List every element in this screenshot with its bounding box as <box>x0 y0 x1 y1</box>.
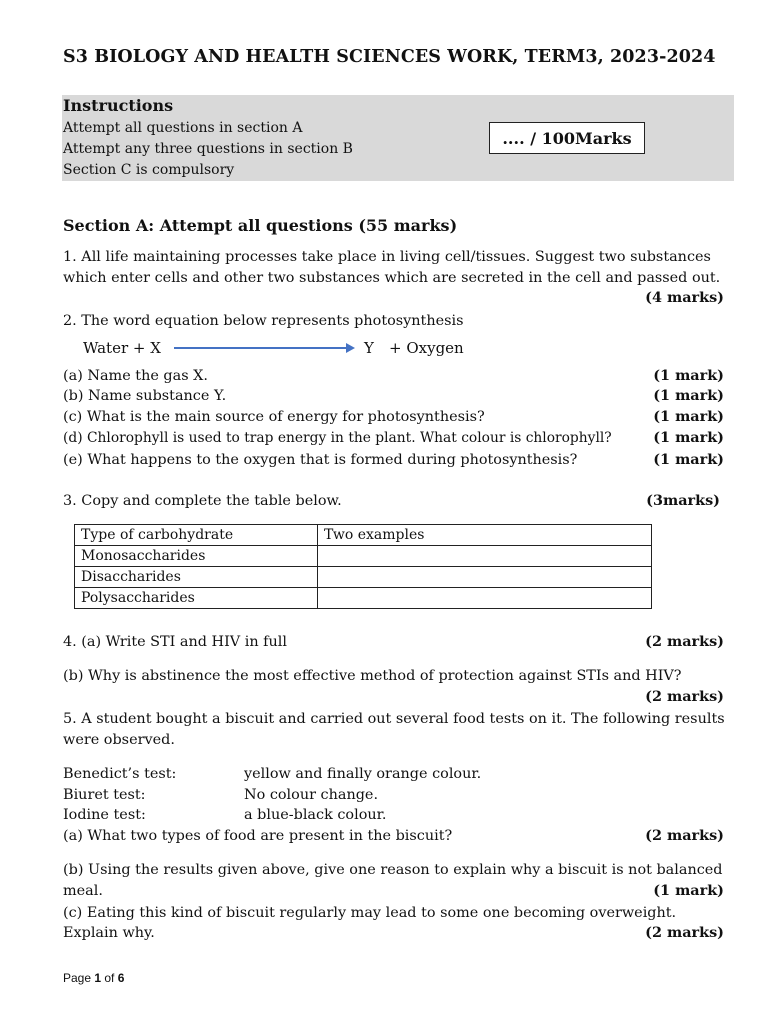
test-result: yellow and finally orange colour. <box>244 766 482 782</box>
document-title: S3 BIOLOGY AND HEALTH SCIENCES WORK, TERM3, 2023-2024 <box>63 47 716 67</box>
question-5a-marks: (2 marks) <box>645 827 724 844</box>
table-cell: Polysaccharides <box>75 588 318 609</box>
section-a-heading: Section A: Attempt all questions (55 marks) <box>63 216 458 235</box>
test-name: Iodine test: <box>63 807 146 823</box>
total-marks-box: .... / 100Marks <box>489 122 645 154</box>
question-5a: (a) What two types of food are present in the biscuit? <box>63 828 453 844</box>
question-2e: (e) What happens to the oxygen that is formed during photosynthesis? <box>63 452 578 468</box>
table-cell: Disaccharides <box>75 567 318 588</box>
question-5c-line: (c) Eating this kind of biscuit regularly may lead to some one becoming overweight. <box>63 905 677 921</box>
table-cell <box>318 567 652 588</box>
question-1-line: which enter cells and other two substances which are secreted in the cell and passed out. <box>63 270 721 286</box>
equation-arrow-icon <box>172 341 356 355</box>
page-footer <box>63 971 124 985</box>
table-cell <box>318 588 652 609</box>
question-5b-line: (b) Using the results given above, give one reason to explain why a biscuit is not balanced <box>63 862 723 878</box>
question-2b: (b) Name substance Y. <box>63 388 227 404</box>
question-2a-marks: (1 mark) <box>653 367 724 384</box>
question-4a-marks: (2 marks) <box>645 633 724 650</box>
question-2-intro: 2. The word equation below represents photosynthesis <box>63 313 464 329</box>
instruction-line: Section C is compulsory <box>63 162 235 178</box>
table-row <box>75 567 652 588</box>
test-name: Biuret test: <box>63 787 146 803</box>
question-1-marks: (4 marks) <box>645 289 724 306</box>
equation-product-oxygen: + Oxygen <box>389 339 464 357</box>
question-3-marks: (3marks) <box>646 492 720 509</box>
table-row <box>75 588 652 609</box>
instruction-line: Attempt all questions in section A <box>63 120 303 136</box>
equation-product-y: Y <box>364 339 374 357</box>
question-5c-line: Explain why. <box>63 925 155 941</box>
question-2d: (d) Chlorophyll is used to trap energy in the plant. What colour is chlorophyll? <box>63 430 612 446</box>
footer-prefix: Page <box>63 971 95 985</box>
table-cell: Monosaccharides <box>75 546 318 567</box>
test-result: No colour change. <box>244 787 379 803</box>
question-2c-marks: (1 mark) <box>653 408 724 425</box>
question-5-line: were observed. <box>63 732 175 748</box>
table-header-cell: Type of carbohydrate <box>75 525 318 546</box>
question-4b-marks: (2 marks) <box>645 688 724 705</box>
footer-total-pages: 6 <box>117 971 125 985</box>
footer-of: of <box>101 971 118 985</box>
question-5b-marks: (1 mark) <box>653 882 724 899</box>
question-1-line: 1. All life maintaining processes take place in living cell/tissues. Suggest two substances <box>63 249 711 265</box>
question-2b-marks: (1 mark) <box>653 387 724 404</box>
question-5c-marks: (2 marks) <box>645 924 724 941</box>
question-4a: 4. (a) Write STI and HIV in full <box>63 634 287 650</box>
question-2e-marks: (1 mark) <box>653 451 724 468</box>
question-3: 3. Copy and complete the table below. <box>63 493 342 509</box>
question-5-line: 5. A student bought a biscuit and carried out several food tests on it. The following results <box>63 711 725 727</box>
table-row <box>75 546 652 567</box>
table-cell <box>318 546 652 567</box>
test-name: Benedict’s test: <box>63 766 177 782</box>
table-header-cell: Two examples <box>318 525 652 546</box>
instruction-line: Attempt any three questions in section B <box>63 141 353 157</box>
question-4b: (b) Why is abstinence the most effective method of protection against STIs and HIV? <box>63 668 682 684</box>
question-2c: (c) What is the main source of energy for photosynthesis? <box>63 409 485 425</box>
footer-page-number: 1 <box>94 971 102 985</box>
table-header-row <box>75 525 652 546</box>
question-2a: (a) Name the gas X. <box>63 368 209 384</box>
test-result: a blue-black colour. <box>244 807 387 823</box>
question-2d-marks: (1 mark) <box>653 429 724 446</box>
equation-reactants: Water + X <box>83 339 161 357</box>
instructions-heading: Instructions <box>63 96 174 115</box>
carbohydrate-table <box>74 524 652 609</box>
question-5b-line: meal. <box>63 883 103 899</box>
